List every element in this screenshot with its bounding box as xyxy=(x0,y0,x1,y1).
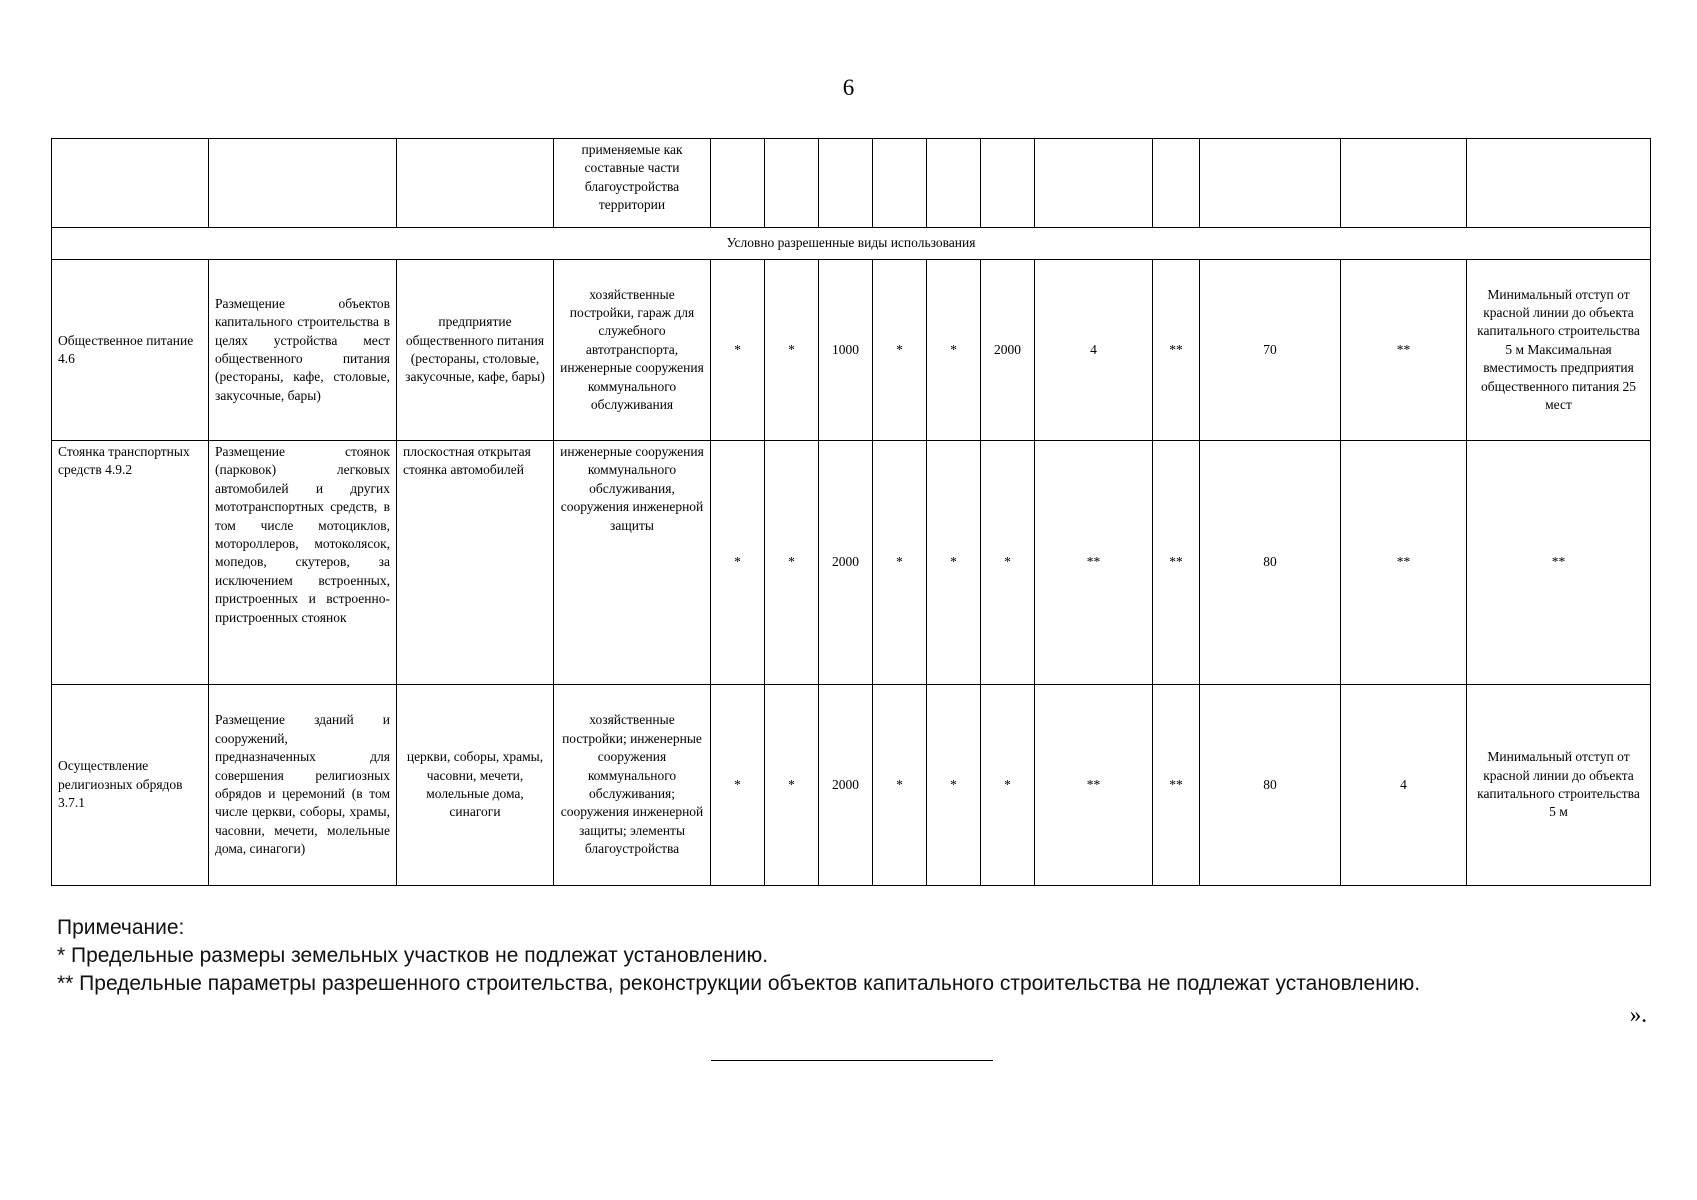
param-cell: * xyxy=(711,685,765,886)
param-cell: 4 xyxy=(1035,260,1153,441)
row-notes: Минимальный отступ от красной линии до объекта капитального строительства 5 м xyxy=(1467,685,1651,886)
land-use-table xyxy=(51,138,1651,886)
table-cell xyxy=(873,139,927,228)
table-cell xyxy=(765,139,819,228)
table-cell: применяемые как составные части благоустройства территории xyxy=(554,139,711,228)
param-cell: 2000 xyxy=(819,441,873,685)
main-objects: плоскостная открытая стоянка автомобилей xyxy=(397,441,554,685)
use-type-name: Осуществление религиозных обрядов 3.7.1 xyxy=(52,685,209,886)
table-cell xyxy=(1035,139,1153,228)
table-cell xyxy=(1200,139,1341,228)
table-cell xyxy=(52,139,209,228)
row-notes: ** xyxy=(1467,441,1651,685)
table-cell xyxy=(209,139,397,228)
use-type-name: Стоянка транспортных средств 4.9.2 xyxy=(52,441,209,685)
footnotes-heading: Примечание: xyxy=(57,916,185,939)
param-cell: * xyxy=(765,260,819,441)
param-cell: * xyxy=(927,260,981,441)
param-cell: ** xyxy=(1341,441,1467,685)
table-cell xyxy=(927,139,981,228)
param-cell: * xyxy=(981,441,1035,685)
param-cell: 80 xyxy=(1200,441,1341,685)
param-cell: * xyxy=(927,441,981,685)
table-cell xyxy=(397,139,554,228)
param-cell: ** xyxy=(1153,685,1200,886)
main-objects: церкви, соборы, храмы, часовни, мечети, молельные дома, синагоги xyxy=(397,685,554,886)
param-cell: * xyxy=(765,441,819,685)
page-number: 6 xyxy=(842,75,855,100)
param-cell: 80 xyxy=(1200,685,1341,886)
footnote-single-star: * Предельные размеры земельных участков не подлежат установлению. xyxy=(57,944,769,967)
use-type-name: Общественное питание 4.6 xyxy=(52,260,209,441)
table-cell xyxy=(981,139,1035,228)
param-cell: * xyxy=(981,685,1035,886)
table-cell xyxy=(1153,139,1200,228)
table-cell xyxy=(711,139,765,228)
footnote-double-star: ** Предельные параметры разрешенного строительства, реконструкции объектов капитального строительства не подлежат установлению. xyxy=(57,972,1421,995)
param-cell: 2000 xyxy=(819,685,873,886)
table-row xyxy=(52,685,1651,886)
param-cell: * xyxy=(765,685,819,886)
param-cell: 4 xyxy=(1341,685,1467,886)
use-type-description: Размещение стоянок (парковок) легковых автомобилей и других мототранспортных средств, в том числе мотоциклов, мотороллеров, мотоколясок, мопедов, скутеров, за исключением встроенных, пристроенных и встроенно- пристроенных стоянок xyxy=(209,441,397,685)
table-row xyxy=(52,260,1651,441)
param-cell: ** xyxy=(1341,260,1467,441)
use-type-description: Размещение объектов капитального строительства в целях устройства мест общественного питания (рестораны, кафе, столовые, закусочные, бары) xyxy=(209,260,397,441)
param-cell: 2000 xyxy=(981,260,1035,441)
main-objects: предприятие общественного питания (рестораны, столовые, закусочные, кафе, бары) xyxy=(397,260,554,441)
closing-quote-mark: ». xyxy=(1629,1002,1647,1027)
row-notes: Минимальный отступ от красной линии до объекта капитального строительства 5 м Максимальная вместимость предприятия общественного питания 25 мест xyxy=(1467,260,1651,441)
param-cell: * xyxy=(873,441,927,685)
auxiliary-objects: хозяйственные постройки, гараж для служебного автотранспорта, инженерные сооружения коммунального обслуживания xyxy=(554,260,711,441)
table-row xyxy=(52,139,1651,228)
param-cell: ** xyxy=(1035,685,1153,886)
param-cell: * xyxy=(711,260,765,441)
param-cell: 70 xyxy=(1200,260,1341,441)
section-title: Условно разрешенные виды использования xyxy=(52,228,1651,260)
auxiliary-objects: инженерные сооружения коммунального обслуживания, сооружения инженерной защиты xyxy=(554,441,711,685)
param-cell: * xyxy=(873,685,927,886)
param-cell: 1000 xyxy=(819,260,873,441)
footnotes xyxy=(57,914,1647,998)
table-row xyxy=(52,441,1651,685)
param-cell: ** xyxy=(1153,260,1200,441)
param-cell: * xyxy=(873,260,927,441)
param-cell: ** xyxy=(1035,441,1153,685)
use-type-description: Размещение зданий и сооружений, предназначенных для совершения религиозных обрядов и церемоний (в том числе церкви, соборы, храмы, часовни, мечети, молельные дома, синагоги) xyxy=(209,685,397,886)
param-cell: * xyxy=(711,441,765,685)
table-cell xyxy=(1341,139,1467,228)
section-header-row xyxy=(52,228,1651,260)
auxiliary-objects: хозяйственные постройки; инженерные сооружения коммунального обслуживания; сооружения инженерной защиты; элементы благоустройства xyxy=(554,685,711,886)
param-cell: ** xyxy=(1153,441,1200,685)
end-divider-line xyxy=(711,1060,993,1061)
table-cell xyxy=(1467,139,1651,228)
table-cell xyxy=(819,139,873,228)
param-cell: * xyxy=(927,685,981,886)
